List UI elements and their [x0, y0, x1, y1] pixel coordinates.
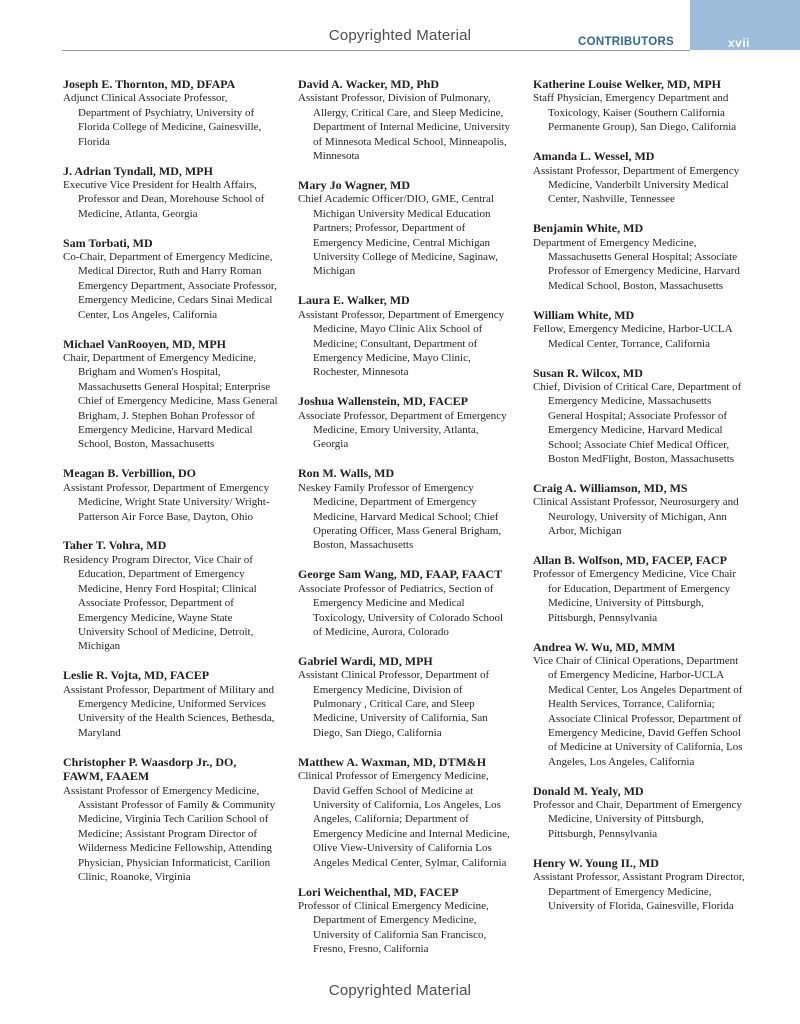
copyright-watermark-bottom: Copyrighted Material [328, 982, 472, 999]
contributor-entry [533, 481, 748, 539]
contributor-name: Donald M. Yealy, MD [533, 783, 644, 798]
contributor-name: Joseph E. Thornton, MD, DFAPA [63, 77, 236, 91]
contributor-name: David A. Wacker, MD, PhD [298, 77, 440, 91]
contributor-entry [63, 77, 278, 149]
contributor-affiliation: Assistant Professor, Department of Emergency Medicine, Vanderbilt University Medical Center, Nashville, Tennessee [533, 164, 740, 206]
contributor-affiliation: Assistant Professor, Division of Pulmonary, Allergy, Critical Care, and Sleep Medicine, Department of Internal Medicine, University of Minnesota Medical School, Minneapolis, Minnesota [298, 92, 511, 163]
contributor-entry [63, 668, 278, 740]
contributor-affiliation: Chair, Department of Emergency Medicine, Brigham and Women's Hospital, Massachusetts General Hospital; Enterprise Chief of Emergency Medicine, Mass General Brigham, J. Stephen Bohan Professor of Emergency Medicine, Harvard Medical School, Boston, Massachusetts [63, 352, 278, 451]
contributor-affiliation: Associate Professor, Department of Emergency Medicine, Emory University, Atlanta, Georgia [298, 409, 507, 451]
contributor-affiliation: Chief, Division of Critical Care, Department of Emergency Medicine, Massachusetts General Hospital; Associate Professor of Emergency Medicine, Harvard Medical School; Associate Chief Medical Officer, Boston MedFlight, Boston, Massachusetts [533, 380, 742, 465]
contributor-affiliation: Neskey Family Professor of Emergency Medicine, Department of Emergency Medicine, Harvard Medical School; Chief Operating Officer, Mass General Brigham, Boston, Massachusetts [298, 481, 502, 552]
contributor-entry [298, 466, 513, 552]
contributor-entry [63, 538, 278, 653]
page-number-tab [690, 0, 800, 50]
contributor-name: Sam Torbati, MD [63, 235, 153, 250]
contributor-entry [533, 149, 748, 207]
contributor-affiliation: Assistant Professor, Department of Emergency Medicine, Wright State University/ Wright-Patterson Air Force Base, Dayton, Ohio [63, 481, 270, 523]
header-rule [62, 50, 690, 51]
contributor-name: Gabriel Wardi, MD, MPH [298, 653, 433, 668]
contributor-name: Allan B. Wolfson, MD, FACEP, FACP [533, 552, 727, 567]
contributor-entry [298, 394, 513, 452]
contributor-name: Joshua Wallenstein, MD, FACEP [298, 394, 468, 409]
contributor-entry [533, 366, 748, 467]
contributor-affiliation: Clinical Assistant Professor, Neurosurgery and Neurology, University of Michigan, Ann Arbor, Michigan [533, 496, 739, 538]
contributor-name: Taher T. Vohra, MD [63, 538, 167, 553]
contributor-entry [298, 654, 513, 740]
contributor-name: Mary Jo Wagner, MD [298, 177, 410, 192]
contributor-entry [298, 77, 513, 163]
contributor-entry [63, 337, 278, 452]
contributors-column-3 [533, 77, 748, 928]
contributor-entry [533, 308, 748, 351]
contributors-column-1 [63, 77, 278, 899]
contributor-entry [533, 784, 748, 842]
contributor-entry [298, 755, 513, 870]
contributor-entry [533, 77, 748, 135]
contributor-affiliation: Assistant Professor, Department of Military and Emergency Medicine, Uniformed Services University of the Health Sciences, Bethesda, Maryland [63, 683, 275, 739]
contributor-affiliation: Professor and Chair, Department of Emergency Medicine, University of Pittsburgh, Pittsburgh, Pennsylvania [533, 799, 742, 840]
contributor-name: Leslie R. Vojta, MD, FACEP [63, 668, 210, 683]
contributor-affiliation: Assistant Clinical Professor, Department of Emergency Medicine, Division of Pulmonary , Critical Care, and Sleep Medicine, University of California, San Diego, San Diego, California [298, 669, 490, 739]
contributor-name: Lori Weichenthal, MD, FACEP [298, 884, 459, 899]
contributor-name: Katherine Louise Welker, MD, MPH [533, 77, 721, 91]
contributor-affiliation: Assistant Professor, Department of Emergency Medicine, Mayo Clinic Alix School of Medicine; Consultant, Department of Emergency Medicine, Mayo Clinic, Rochester, Minnesota [298, 308, 505, 379]
contributor-affiliation: Fellow, Emergency Medicine, Harbor-UCLA Medical Center, Torrance, California [533, 323, 732, 350]
contributors-column-2 [298, 77, 513, 971]
contributor-affiliation: Co-Chair, Department of Emergency Medicine, Medical Director, Ruth and Harry Roman Emergency Department, Associate Professor, Emergency Medicine, Cedars Sinai Medical Center, Los Angeles, California [63, 251, 277, 321]
contributor-name: Matthew A. Waxman, MD, DTM&H [298, 754, 487, 769]
contributor-name: Michael VanRooyen, MD, MPH [63, 336, 226, 351]
contributor-entry [298, 567, 513, 639]
contributor-affiliation: Assistant Professor of Emergency Medicine, Assistant Professor of Family & Community Medicine, Virginia Tech Carilion School of Medicine; Assistant Program Director of Wilderness Medicine Fellowship, Attending Physician, Physician Informaticist, Carilion Clinic, Roanoke, Virginia [63, 784, 276, 883]
contributor-name: Susan R. Wilcox, MD [533, 365, 643, 380]
contributor-affiliation: Adjunct Clinical Associate Professor, Department of Psychiatry, University of Florida College of Medicine, Gainesville, Florida [63, 92, 262, 148]
running-header-section: CONTRIBUTORS [578, 36, 675, 48]
contributor-entry [533, 221, 748, 293]
contributor-entry [533, 553, 748, 625]
contributor-affiliation: Assistant Professor, Assistant Program Director, Department of Emergency Medicine, University of Florida, Gainesville, Florida [533, 871, 745, 912]
contributor-entry [63, 164, 278, 222]
contributor-entry [298, 885, 513, 957]
contributor-affiliation: Department of Emergency Medicine, Massachusetts General Hospital; Associate Professor of Emergency Medicine, Harvard Medical School, Boston, Massachusetts [533, 236, 740, 292]
page-number: xvii [728, 36, 751, 50]
contributor-name: Christopher P. Waasdorp Jr., DO, FAWM, FAAEM [63, 754, 237, 784]
contributor-name: Laura E. Walker, MD [298, 293, 410, 308]
contributor-name: William White, MD [533, 307, 635, 322]
contributor-entry [298, 178, 513, 279]
contributor-affiliation: Vice Chair of Clinical Operations, Department of Emergency Medicine, Harbor-UCLA Medical Center, Los Angeles Department of Health Services, Torrance, California; Associate Clinical Professor, Department of Emergency Medicine, David Geffen School of Medicine at University of California, Los Angeles, Los Angeles, California [533, 654, 743, 768]
contributor-entry [298, 293, 513, 379]
contributor-affiliation: Associate Professor of Pediatrics, Section of Emergency Medicine and Medical Toxicology, University of Colorado School of Medicine, Aurora, Colorado [298, 582, 504, 638]
contributor-entry [63, 466, 278, 524]
contributor-name: Craig A. Williamson, MD, MS [533, 480, 688, 495]
contributor-affiliation: Executive Vice President for Health Affairs, Professor and Dean, Morehouse School of Medicine, Atlanta, Georgia [63, 178, 265, 220]
contributor-name: Ron M. Walls, MD [298, 466, 395, 481]
copyright-watermark-top: Copyrighted Material [328, 27, 472, 44]
contributor-entry [533, 856, 748, 914]
contributor-name: Amanda L. Wessel, MD [533, 149, 655, 164]
contributor-name: Andrea W. Wu, MD, MMM [533, 639, 676, 654]
contributor-name: George Sam Wang, MD, FAAP, FAACT [298, 567, 503, 582]
contributor-affiliation: Residency Program Director, Vice Chair of Education, Department of Emergency Medicine, Henry Ford Hospital; Clinical Associate Professor, Department of Emergency Medicine, Wayne State University School of Medicine, Detroit, Michigan [63, 553, 257, 653]
contributor-name: Meagan B. Verbillion, DO [63, 466, 197, 481]
contributor-entry [533, 640, 748, 770]
contributor-entry [63, 236, 278, 322]
contributor-name: Benjamin White, MD [533, 221, 644, 236]
contributor-name: J. Adrian Tyndall, MD, MPH [63, 163, 213, 178]
contributor-affiliation: Professor of Clinical Emergency Medicine, Department of Emergency Medicine, University of California San Francisco, Fresno, Fresno, California [298, 899, 489, 956]
contributor-affiliation: Clinical Professor of Emergency Medicine, David Geffen School of Medicine at University of California, Los Angeles, Los Angeles, California; Department of Emergency Medicine and Internal Medicine, Olive View-University of California Los Angeles Medical Center, Sylmar, California [298, 770, 510, 869]
contributor-affiliation: Chief Academic Officer/DIO, GME, Central Michigan University Medical Education Partners; Professor, Department of Emergency Medicine, Central Michigan University College of Medicine, Saginaw, Michigan [298, 193, 499, 278]
contributor-entry [63, 755, 278, 885]
contributor-affiliation: Staff Physician, Emergency Department and Toxicology, Kaiser (Southern California Permanente Group), San Diego, California [533, 92, 737, 134]
contributor-name: Henry W. Young II., MD [533, 855, 659, 870]
contributor-affiliation: Professor of Emergency Medicine, Vice Chair for Education, Department of Emergency Medicine, University of Pittsburgh, Pittsburgh, Pennsylvania [533, 568, 736, 624]
